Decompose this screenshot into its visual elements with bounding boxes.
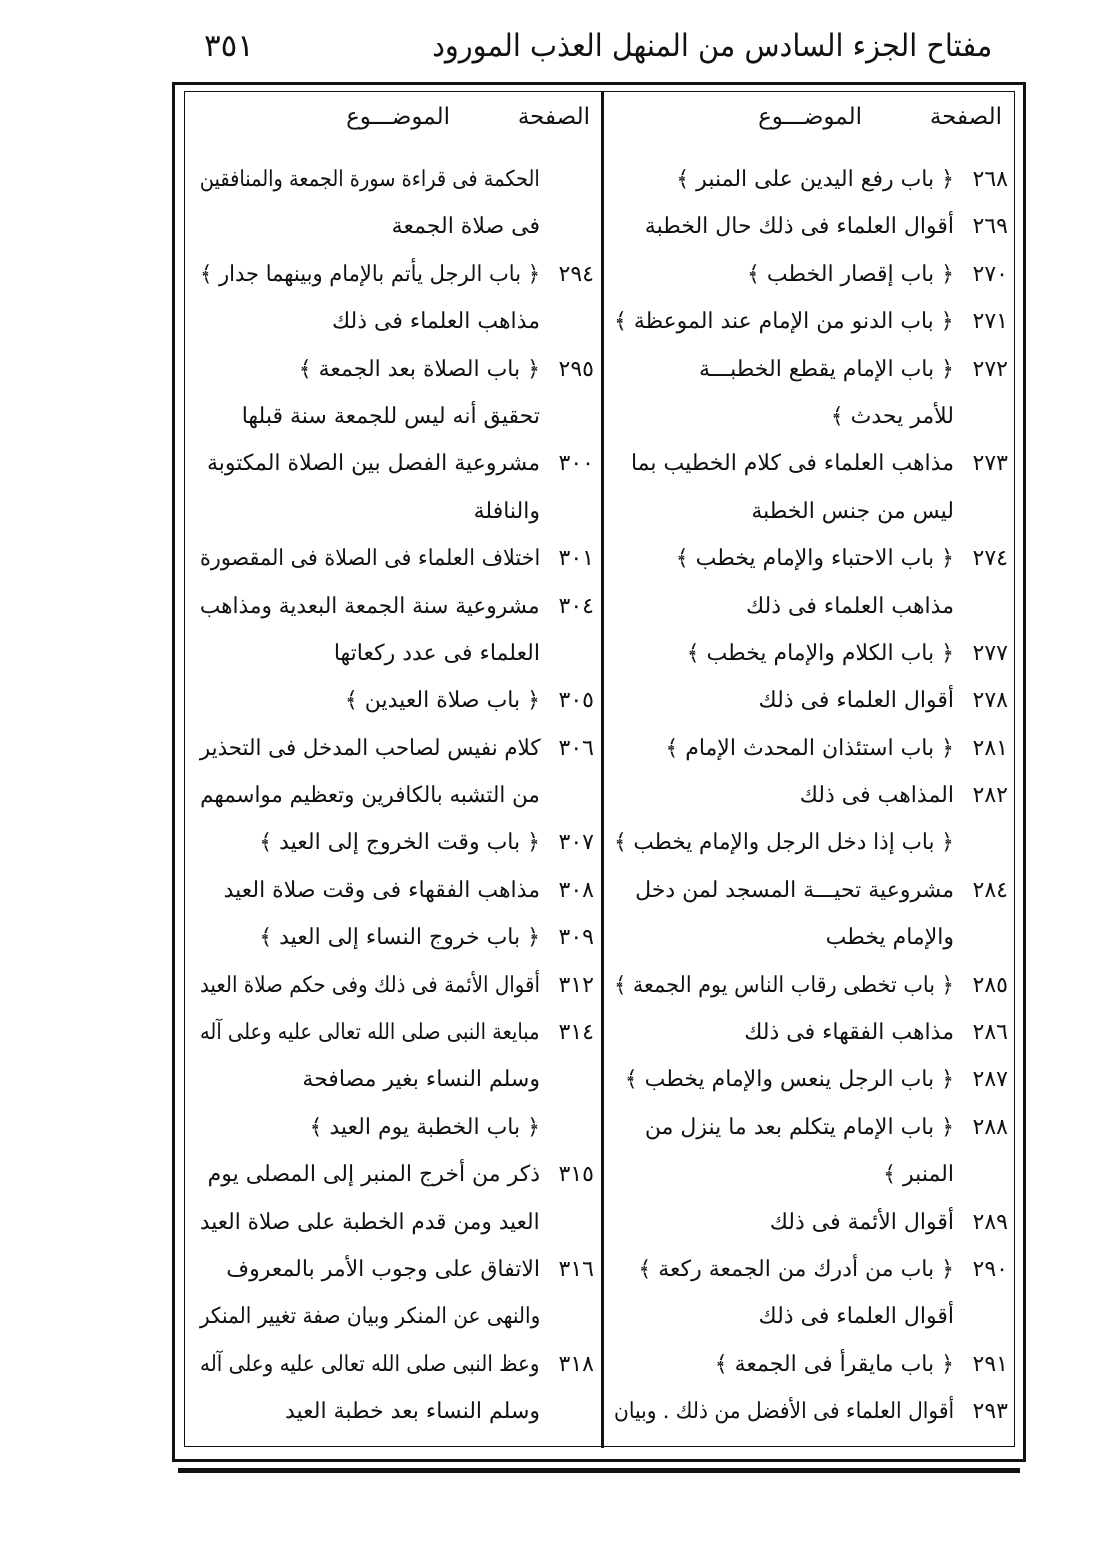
entry-topic: ﴿ باب صلاة العيدين ﴾ xyxy=(344,688,540,714)
entry-topic: مشروعية تحيـــة المسجد لمن دخل xyxy=(635,877,954,903)
entry-topic: أقوال العلماء فى ذلك xyxy=(758,1304,954,1330)
entry-page-number: ٢٨١ xyxy=(972,735,1008,761)
index-entry xyxy=(198,772,594,819)
entry-topic: ﴿ باب استئذان المحدث الإمام ﴾ xyxy=(665,735,954,761)
left-column-entries xyxy=(198,156,594,1436)
page-number: ٣٥١ xyxy=(204,28,254,64)
entry-page-number: ٢٨٤ xyxy=(972,877,1008,903)
index-entry xyxy=(612,488,1008,535)
entry-topic: مذاهب العلماء فى ذلك xyxy=(745,593,954,619)
index-entry xyxy=(612,1151,1008,1198)
index-entry xyxy=(198,914,594,961)
running-title: مفتاح الجزء السادس من المنهل العذب المورود xyxy=(431,28,992,64)
entry-topic: مذاهب العلماء فى ذلك xyxy=(331,309,540,335)
entry-page-number: ٣٠١ xyxy=(558,546,594,572)
entry-topic: الحكمة فى قراءة سورة الجمعة والمنافقين xyxy=(200,167,540,192)
index-entry xyxy=(612,1009,1008,1056)
index-entry xyxy=(198,1104,594,1151)
index-entry xyxy=(612,346,1008,393)
topic-column-label: الموضـــوع xyxy=(758,104,862,130)
bottom-rule xyxy=(178,1468,1020,1473)
entry-topic: مبايعة النبى صلى الله تعالى عليه وعلى آله xyxy=(200,1020,540,1046)
entry-topic: الاتفاق على وجوب الأمر بالمعروف xyxy=(226,1256,540,1282)
index-entry xyxy=(612,298,1008,345)
entry-page-number: ٣١٥ xyxy=(558,1162,594,1188)
entry-topic: العلماء فى عدد ركعاتها xyxy=(333,640,540,666)
entry-topic: ﴿ باب إقصار الخطب ﴾ xyxy=(747,261,954,287)
index-entry xyxy=(198,1246,594,1293)
entry-topic: والنهى عن المنكر وبيان صفة تغيير المنكر xyxy=(199,1304,540,1330)
index-entry xyxy=(612,440,1008,487)
page-header xyxy=(176,28,1026,78)
entry-page-number: ٢٩١ xyxy=(972,1351,1008,1377)
index-entry xyxy=(198,1151,594,1198)
left-column-header xyxy=(196,104,590,144)
index-entry xyxy=(198,535,594,582)
entry-topic: أقوال الأئمة فى ذلك xyxy=(769,1209,954,1235)
index-entry xyxy=(198,677,594,724)
entry-topic: ﴿ باب مايقرأ فى الجمعة ﴾ xyxy=(714,1351,954,1377)
entry-topic: المذاهب فى ذلك xyxy=(799,783,954,809)
entry-topic: ﴿ باب الصلاة بعد الجمعة ﴾ xyxy=(298,356,540,382)
entry-page-number: ٢٨٩ xyxy=(972,1209,1008,1235)
entry-topic: وسلم النساء بعد خطبة العيد xyxy=(284,1399,540,1425)
index-entry xyxy=(198,346,594,393)
entry-page-number: ٢٨٢ xyxy=(972,783,1008,809)
index-entry xyxy=(612,677,1008,724)
entry-page-number: ٣١٦ xyxy=(558,1256,594,1282)
entry-topic: اختلاف العلماء فى الصلاة فى المقصورة xyxy=(199,546,540,572)
entry-topic: كلام نفيس لصاحب المدخل فى التحذير xyxy=(199,735,540,761)
entry-topic: ﴿ باب خروج النساء إلى العيد ﴾ xyxy=(259,925,540,951)
index-entry xyxy=(612,251,1008,298)
entry-topic: ﴿ باب وقت الخروج إلى العيد ﴾ xyxy=(259,830,540,856)
index-entry xyxy=(612,867,1008,914)
entry-page-number: ٢٦٩ xyxy=(972,214,1008,240)
index-entry xyxy=(198,1009,594,1056)
entry-topic: مشروعية سنة الجمعة البعدية ومذاهب xyxy=(200,593,540,619)
index-entry xyxy=(612,1246,1008,1293)
index-entry xyxy=(612,393,1008,440)
entry-page-number: ٣٠٧ xyxy=(558,830,594,856)
index-entry xyxy=(612,962,1008,1009)
entry-page-number: ٣٠٥ xyxy=(558,688,594,714)
entry-page-number: ٢٧١ xyxy=(972,309,1008,335)
entry-page-number: ٢٧٠ xyxy=(972,261,1008,287)
page-column-label: الصفحة xyxy=(517,104,590,130)
page-column-label: الصفحة xyxy=(929,104,1002,130)
entry-page-number: ٢٧٣ xyxy=(972,451,1008,477)
index-entry xyxy=(612,1056,1008,1103)
entry-topic: تحقيق أنه ليس للجمعة سنة قبلها xyxy=(241,403,540,429)
entry-topic: مشروعية الفصل بين الصلاة المكتوبة xyxy=(206,451,540,477)
index-entry xyxy=(198,1199,594,1246)
entry-page-number: ٢٨٧ xyxy=(972,1067,1008,1093)
entry-page-number: ٢٧٢ xyxy=(972,356,1008,382)
entry-page-number: ٢٦٨ xyxy=(972,167,1008,192)
index-entry xyxy=(612,1341,1008,1388)
right-column-header xyxy=(612,104,1002,144)
index-entry xyxy=(612,725,1008,772)
index-entry xyxy=(198,1293,594,1340)
index-entry xyxy=(612,914,1008,961)
index-entry xyxy=(612,156,1008,203)
entry-page-number: ٢٩٠ xyxy=(972,1256,1008,1282)
right-column-entries xyxy=(612,156,1008,1436)
entry-page-number: ٣١٢ xyxy=(558,972,594,998)
index-entry xyxy=(612,772,1008,819)
entry-topic: من التشبه بالكافرين وتعظيم مواسمهم xyxy=(200,783,540,809)
entry-topic: والإمام يخطب xyxy=(825,925,954,951)
index-entry xyxy=(198,440,594,487)
entry-page-number: ٢٩٣ xyxy=(972,1399,1008,1425)
index-entry xyxy=(198,867,594,914)
index-entry xyxy=(612,1388,1008,1435)
entry-topic: أقوال الأئمة فى ذلك وفى حكم صلاة العيد xyxy=(199,972,540,998)
entry-topic: مذاهب العلماء فى كلام الخطيب بما xyxy=(630,451,954,477)
entry-topic: ﴿ باب تخطى رقاب الناس يوم الجمعة ﴾ xyxy=(614,972,954,998)
index-entry xyxy=(198,1388,594,1435)
entry-page-number: ٢٧٤ xyxy=(972,546,1008,572)
index-entry xyxy=(198,1056,594,1103)
column-divider xyxy=(601,92,604,1448)
entry-topic: ﴿ باب الدنو من الإمام عند الموعظة ﴾ xyxy=(614,309,954,335)
entry-page-number: ٣٠٦ xyxy=(558,735,594,761)
entry-topic: ﴿ باب الإمام يقطع الخطبـــة xyxy=(698,356,954,382)
index-entry xyxy=(612,583,1008,630)
index-entry xyxy=(198,251,594,298)
entry-topic: أقوال العلماء فى ذلك xyxy=(758,688,954,714)
entry-page-number: ٢٨٨ xyxy=(972,1114,1008,1140)
entry-topic: ﴿ باب الرجل يأتم بالإمام وبينهما جدار ﴾ xyxy=(199,261,540,287)
index-entry xyxy=(198,583,594,630)
entry-page-number: ٣٠٠ xyxy=(558,451,594,477)
index-entry xyxy=(198,488,594,535)
index-entry xyxy=(612,819,1008,866)
entry-page-number: ٢٨٦ xyxy=(972,1020,1008,1046)
entry-topic: ليس من جنس الخطبة xyxy=(751,498,954,524)
entry-topic: وعظ النبى صلى الله تعالى عليه وعلى آله xyxy=(200,1351,540,1377)
entry-topic: ﴿ باب الكلام والإمام يخطب ﴾ xyxy=(686,640,954,666)
entry-topic: مذاهب الفقهاء فى ذلك xyxy=(744,1020,954,1046)
index-entry xyxy=(612,1199,1008,1246)
topic-column-label: الموضـــوع xyxy=(346,104,450,130)
index-entry xyxy=(198,725,594,772)
entry-topic: ﴿ باب رفع اليدين على المنبر ﴾ xyxy=(676,167,954,192)
entry-page-number: ٢٧٨ xyxy=(972,688,1008,714)
entry-page-number: ٣١٨ xyxy=(558,1351,594,1377)
index-entry xyxy=(198,298,594,345)
entry-topic: ﴿ باب الخطبة يوم العيد ﴾ xyxy=(309,1114,540,1140)
entry-topic: أقوال العلماء فى ذلك حال الخطبة xyxy=(644,214,954,240)
entry-page-number: ٢٨٥ xyxy=(972,972,1008,998)
index-entry xyxy=(198,156,594,203)
entry-topic: ذكر من أخرج المنبر إلى المصلى يوم xyxy=(207,1162,540,1188)
index-entry xyxy=(198,203,594,250)
index-entry xyxy=(612,1104,1008,1151)
index-entry xyxy=(612,1293,1008,1340)
index-entry xyxy=(612,203,1008,250)
index-entry xyxy=(198,1341,594,1388)
entry-topic: ﴿ باب إذا دخل الرجل والإمام يخطب ﴾ xyxy=(614,830,954,856)
entry-page-number: ٣٠٤ xyxy=(558,593,594,619)
entry-topic: للأمر يحدث ﴾ xyxy=(830,403,954,429)
entry-topic: والنافلة xyxy=(473,498,540,524)
index-entry xyxy=(198,819,594,866)
index-entry xyxy=(198,630,594,677)
entry-topic: وسلم النساء بغير مصافحة xyxy=(302,1067,540,1093)
entry-page-number: ٢٩٤ xyxy=(558,261,594,287)
index-entry xyxy=(198,962,594,1009)
entry-topic: العيد ومن قدم الخطبة على صلاة العيد xyxy=(200,1209,540,1235)
entry-topic: ﴿ باب من أدرك من الجمعة ركعة ﴾ xyxy=(638,1256,954,1282)
entry-page-number: ٢٩٥ xyxy=(558,356,594,382)
entry-page-number: ٢٧٧ xyxy=(972,640,1008,666)
index-entry xyxy=(612,630,1008,677)
entry-topic: ﴿ باب الاحتباء والإمام يخطب ﴾ xyxy=(675,546,954,572)
entry-topic: أقوال العلماء فى الأفضل من ذلك . وبيان xyxy=(613,1399,954,1425)
entry-page-number: ٣٠٨ xyxy=(558,877,594,903)
entry-topic: ﴿ باب الإمام يتكلم بعد ما ينزل من xyxy=(644,1114,954,1140)
entry-page-number: ٣٠٩ xyxy=(558,925,594,951)
entry-topic: فى صلاة الجمعة xyxy=(391,214,540,240)
index-entry xyxy=(612,535,1008,582)
entry-topic: ﴿ باب الرجل ينعس والإمام يخطب ﴾ xyxy=(624,1067,954,1093)
entry-page-number: ٣١٤ xyxy=(558,1020,594,1046)
entry-topic: المنبر ﴾ xyxy=(883,1162,954,1188)
entry-topic: مذاهب الفقهاء فى وقت صلاة العيد xyxy=(223,877,540,903)
index-entry xyxy=(198,393,594,440)
